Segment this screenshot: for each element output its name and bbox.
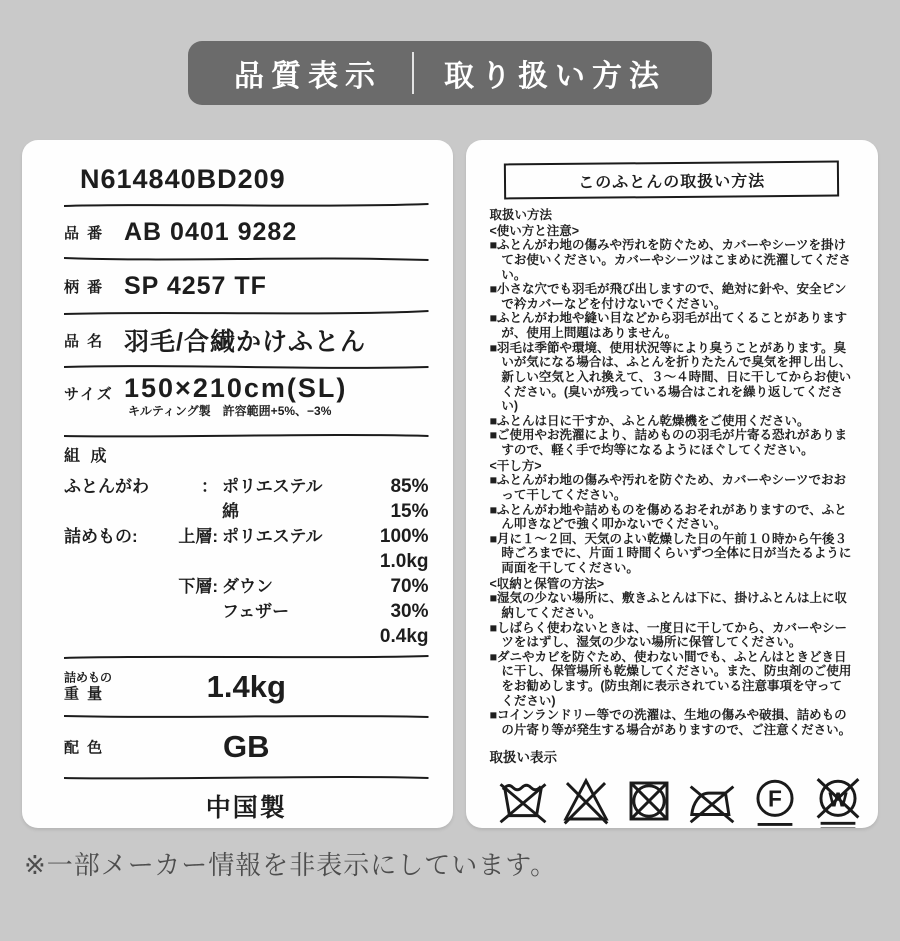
composition-label: 組 成: [64, 448, 110, 465]
do-not-wet-clean-icon: [813, 774, 863, 829]
care-section-heading: <使い方と注意>: [489, 223, 580, 238]
product-name-value: 羽毛/合繊かけふとん: [124, 328, 366, 356]
quality-label-card: [22, 140, 453, 828]
care-item: ■ふとんがわ地や縫い目などから羽毛が出てくることがありますが、使用上問題はありません。: [489, 311, 848, 340]
do-not-tumble-dry-icon: [624, 774, 674, 829]
care-item: ■ふとんがわ地の傷みや汚れを防ぐため、カバーやシーツを掛けてお使いください。カバーやシーツはこまめに洗濯してください。: [489, 238, 851, 282]
divider-line: [64, 363, 429, 371]
composition-row: [64, 524, 429, 549]
professional-dry-clean-F-icon: [750, 774, 800, 829]
composition-material: ポリエステル: [222, 477, 323, 496]
care-item: ■月に１～２回、天気のよい乾燥した日の午前１０時から午後３時ごろまでに、片面１時間くらいずつ全体に日が当たるように両面を干してください。: [489, 531, 852, 575]
svg-text:F: F: [767, 784, 782, 811]
care-title: このふとんの取扱い方法: [578, 173, 766, 192]
composition-amount: 100%: [379, 526, 429, 547]
pattern-number-value: SP 4257 TF: [124, 271, 267, 300]
header-quality-label: 品質表示: [234, 60, 382, 93]
country-of-origin: 中国製: [205, 794, 287, 822]
filling-weight-label-line2: 重 量: [64, 685, 105, 703]
color-label: 配 色: [64, 739, 105, 757]
product-code: N614840BD209: [80, 164, 286, 194]
divider-line: [64, 201, 429, 209]
footer-note: ※一部メーカー情報を非表示にしています。: [24, 850, 558, 880]
composition-row: [64, 549, 429, 574]
pattern-number-label: 柄 番: [64, 278, 105, 296]
filling-weight-label-line1: 詰めもの: [64, 670, 113, 685]
svg-text:W: W: [827, 787, 848, 811]
do-not-wash-icon: [498, 774, 548, 829]
composition-material: フェザー: [222, 602, 290, 621]
product-name-row: [64, 317, 429, 363]
care-item: ■ふとんがわ地や詰めものを傷めるおそれがありますので、ふとん叩きなどで強く叩かないでください。: [489, 502, 847, 532]
divider-line: [64, 773, 429, 781]
care-item: ■湿気の少ない場所に、敷きふとんは下に、掛けふとんは上に収納してください。: [489, 591, 848, 620]
care-item: ■コインランドリー等での洗濯は、生地の傷みや破損、詰めものの片寄り等が発生する場合がありますので、ご注意ください。: [489, 708, 852, 737]
composition-row: [64, 474, 429, 499]
composition-row: [64, 499, 429, 524]
composition-layer: 上層:: [178, 527, 218, 546]
size-value: 150×210cm(SL): [124, 373, 348, 403]
divider-line: [64, 713, 429, 721]
composition-amount: 85%: [390, 476, 429, 497]
composition-amount: 15%: [390, 501, 429, 522]
composition-amount: 30%: [390, 601, 429, 622]
filling-weight-row: [64, 661, 429, 713]
do-not-iron-icon: [687, 774, 737, 829]
composition-layer: ：: [201, 477, 218, 496]
header-tab-bar: [188, 41, 712, 105]
size-row: [64, 371, 429, 431]
color-row: [64, 721, 429, 773]
composition-layer: 下層:: [178, 577, 218, 596]
care-title-box: [504, 161, 840, 200]
composition-row: [64, 624, 429, 649]
composition-amount: 0.4kg: [379, 626, 429, 647]
composition-row: [64, 599, 429, 624]
size-tolerance-note: キルティング製 許容範囲+5%、−3%: [128, 404, 332, 418]
divider-line: [64, 653, 429, 661]
care-item: ■ふとんは日に干すか、ふとん乾燥機をご使用ください。: [489, 413, 810, 428]
item-number-row: [64, 209, 429, 255]
care-item: ■ふとんがわ地の傷みや汚れを防ぐため、カバーやシーツでおおって干してください。: [489, 473, 847, 502]
divider-line: [64, 255, 429, 263]
size-label: サイズ: [64, 386, 114, 403]
pattern-number-row: [64, 263, 429, 309]
care-instructions-card: [466, 140, 879, 828]
care-item: ■ご使用やお洗濯により、詰めものの羽毛が片寄る恐れがありますので、軽く手で均等になるようにほぐしてください。: [489, 428, 848, 457]
divider-line: [64, 431, 429, 439]
header-divider: [412, 52, 414, 94]
care-section-heading: <収納と保管の方法>: [489, 576, 605, 591]
care-symbols-row: [498, 774, 855, 829]
care-intro: 取扱い方法: [489, 208, 553, 222]
item-number-label: 品 番: [64, 224, 105, 242]
composition-material: 綿: [222, 502, 239, 521]
care-section-heading: <干し方>: [489, 458, 542, 473]
color-value: GB: [223, 729, 270, 764]
composition-amount: 70%: [390, 576, 429, 597]
product-name-label: 品 名: [64, 332, 105, 350]
care-symbols-label: 取扱い表示: [489, 749, 557, 765]
product-label-image: [0, 41, 900, 941]
item-number-value: AB 0401 9282: [124, 217, 298, 246]
composition-part: ふとんがわ: [64, 477, 149, 496]
care-item: ■羽毛は季節や環境、使用状況等により臭うことがあります。臭いが気になる場合は、ふとんを折りたたんで臭気を押し出し、新しい空気と入れ換えて、３～４時間、日に干してからお使いください。(臭いが残っている場合はこれを繰り返してください): [489, 340, 852, 414]
origin-row: [64, 781, 429, 828]
composition-material: ダウン: [222, 577, 273, 596]
divider-line: [64, 309, 429, 317]
filling-weight-value: 1.4kg: [206, 669, 286, 704]
composition-row: [64, 574, 429, 599]
composition-section: [64, 439, 429, 653]
care-item: ■小さな穴でも羽毛が飛び出しますので、絶対に針や、安全ピンで衿カバーなどを付けないでください。: [489, 282, 847, 311]
care-item: ■ダニやカビを防ぐため、使わない間でも、ふとんはときどき日に干し、保管場所も乾燥してください。また、防虫剤のご使用をお勧めします。(防虫剤に表示されている注意事項を守ってください): [489, 649, 852, 708]
composition-amount: 1.0kg: [379, 551, 429, 572]
do-not-bleach-icon: [561, 774, 611, 829]
composition-material: ポリエステル: [222, 527, 323, 546]
composition-part: 詰めもの:: [64, 527, 138, 546]
care-item: ■しばらく使わないときは、一度日に干してから、カバーやシーツをはずし、湿気の少ない場所に保管してください。: [489, 620, 848, 650]
header-care-label: 取り扱い方法: [444, 60, 666, 93]
